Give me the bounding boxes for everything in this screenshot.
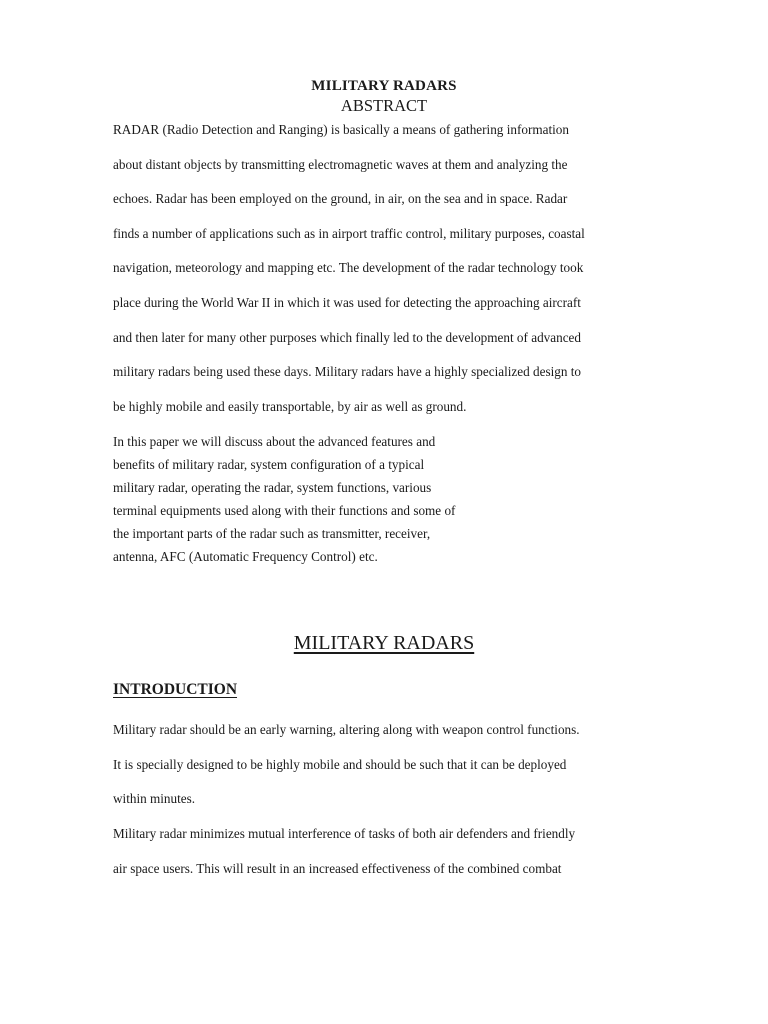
paper-summary-paragraph (113, 430, 533, 569)
section-title: MILITARY RADARS (293, 632, 475, 654)
abstract-heading: ABSTRACT (340, 96, 428, 115)
abstract-line: navigation, meteorology and mapping etc. The development of the radar technology took (113, 260, 584, 276)
abstract-line: RADAR (Radio Detection and Ranging) is basically a means of gathering information (113, 122, 569, 137)
abstract-line: and then later for many other purposes which finally led to the development of advanced (113, 329, 582, 345)
introduction-heading: INTRODUCTION (113, 681, 238, 698)
abstract-line: place during the World War II in which it was used for detecting the approaching aircraft (113, 294, 581, 310)
intro-line: It is specially designed to be highly mobile and should be such that it can be deployed (113, 756, 567, 772)
abstract-paragraph (113, 113, 653, 424)
introduction-paragraph-2 (113, 817, 653, 886)
intro-line: air space users. This will result in an increased effectiveness of the combined combat (113, 860, 562, 876)
summary-line: terminal equipments used along with their functions and some of (113, 503, 456, 519)
abstract-line: be highly mobile and easily transportable, by air as well as ground. (113, 398, 467, 414)
introduction-paragraph-1 (113, 713, 653, 817)
intro-line: within minutes. (113, 791, 196, 807)
abstract-line: military radars being used these days. Military radars have a highly specialized design to (113, 364, 582, 380)
summary-line: military radar, operating the radar, system functions, various (113, 480, 432, 496)
document-title: MILITARY RADARS (311, 78, 457, 94)
intro-line: Military radar minimizes mutual interference of tasks of both air defenders and friendly (113, 826, 576, 841)
summary-line: benefits of military radar, system configuration of a typical (113, 457, 425, 473)
abstract-line: finds a number of applications such as in airport traffic control, military purposes, coastal (113, 225, 585, 241)
summary-line: antenna, AFC (Automatic Frequency Control) etc. (113, 549, 378, 565)
abstract-line: echoes. Radar has been employed on the ground, in air, on the sea and in space. Radar (113, 191, 568, 207)
summary-line: In this paper we will discuss about the advanced features and (113, 434, 436, 449)
summary-line: the important parts of the radar such as transmitter, receiver, (113, 526, 431, 542)
intro-line: Military radar should be an early warning, altering along with weapon control functions. (113, 722, 580, 737)
abstract-line: about distant objects by transmitting electromagnetic waves at them and analyzing the (113, 156, 568, 172)
